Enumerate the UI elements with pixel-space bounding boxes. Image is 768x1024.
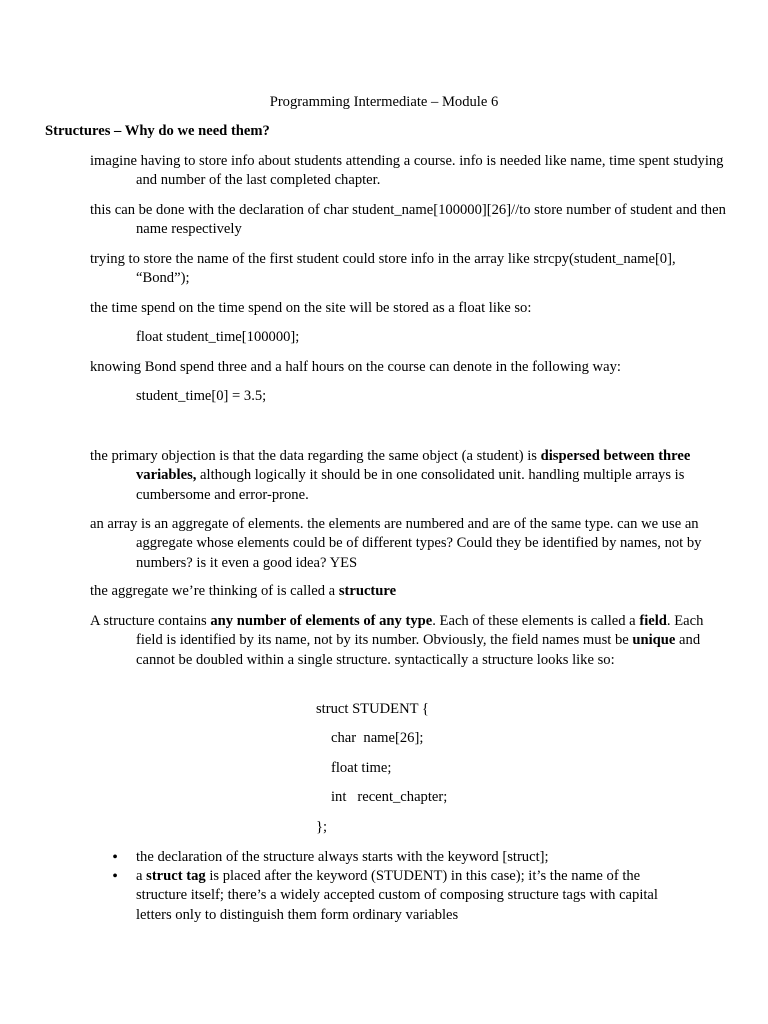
struct-line-time: float time;	[331, 760, 392, 776]
paragraph-char-declaration: this can be done with the declaration of char student_name[100000][26]//to store number of student and then name respectively	[90, 202, 726, 238]
objection-text-a: the primary objection is that the data regarding the same object (a student) is	[90, 448, 541, 464]
bullet-item-keyword: the declaration of the structure always starts with the keyword [struct];	[136, 849, 549, 865]
struct-line-name: char name[26];	[331, 730, 424, 746]
paragraph-students-info: imagine having to store info about students attending a course. info is needed like name, time spent studying and number of the last completed chapter.	[90, 153, 724, 189]
document-header: Programming Intermediate – Module 6	[269, 94, 499, 110]
tag-text-a: a	[136, 868, 147, 884]
struct-line-open: struct STUDENT {	[316, 701, 429, 717]
struct-line-chapter: int recent_chapter;	[331, 789, 448, 805]
paragraph-structure-contains	[90, 612, 726, 670]
code-student-time-assign: student_time[0] = 3.5;	[136, 388, 267, 404]
contains-text-e: . Each field is identified by its name, not by its number. Obviously, the field names must be	[136, 613, 704, 649]
objection-text-c: although logically it should be in one consolidated unit. handling multiple arrays is cumbersome and error-prone.	[136, 467, 685, 503]
paragraph-time-float: the time spend on the time spend on the site will be stored as a float like so:	[90, 300, 532, 316]
paragraph-aggregate-structure	[90, 582, 726, 601]
contains-text-a: A structure contains	[90, 613, 211, 629]
paragraph-strcpy: trying to store the name of the first student could store info in the array like strcpy(student_name[0], “Bond”);	[90, 251, 676, 287]
struct-line-close: };	[316, 819, 328, 835]
tag-text-c: is placed after the keyword (STUDENT) in this case); it’s the name of the structure itself; there’s a widely accepted custom of composing structure tags with capital letters only to distinguish them form ordinary variables	[136, 868, 658, 923]
section-heading: Structures – Why do we need them?	[45, 123, 270, 139]
contains-text-c: . Each of these elements is called a	[432, 613, 640, 629]
bullet-item-struct-tag	[136, 867, 686, 925]
paragraph-array-aggregate: an array is an aggregate of elements. the elements are numbered and are of the same type. can we use an aggregate whose elements could be of different types? Could they be identified by names, not by numbers? is it even a good idea? YES	[90, 516, 702, 571]
contains-bold-field: field	[639, 613, 667, 629]
paragraph-primary-objection	[90, 447, 726, 505]
contains-bold-any-number: any number of elements of any type	[210, 613, 433, 629]
objection-bold: dispersed between three variables,	[136, 448, 691, 484]
code-float-student-time: float student_time[100000];	[136, 329, 300, 345]
contains-bold-unique: unique	[632, 632, 676, 649]
bullet-icon: •	[112, 868, 118, 885]
paragraph-bond-hours: knowing Bond spend three and a half hours on the course can denote in the following way:	[90, 359, 621, 375]
bullet-icon: •	[112, 849, 118, 866]
tag-bold-struct-tag: struct tag	[146, 868, 206, 884]
aggregate-text-a: the aggregate we’re thinking of is called a	[90, 583, 339, 599]
contains-text-g: and cannot be doubled within a single structure. syntactically a structure looks like so:	[136, 632, 701, 668]
aggregate-bold-structure: structure	[338, 583, 397, 599]
